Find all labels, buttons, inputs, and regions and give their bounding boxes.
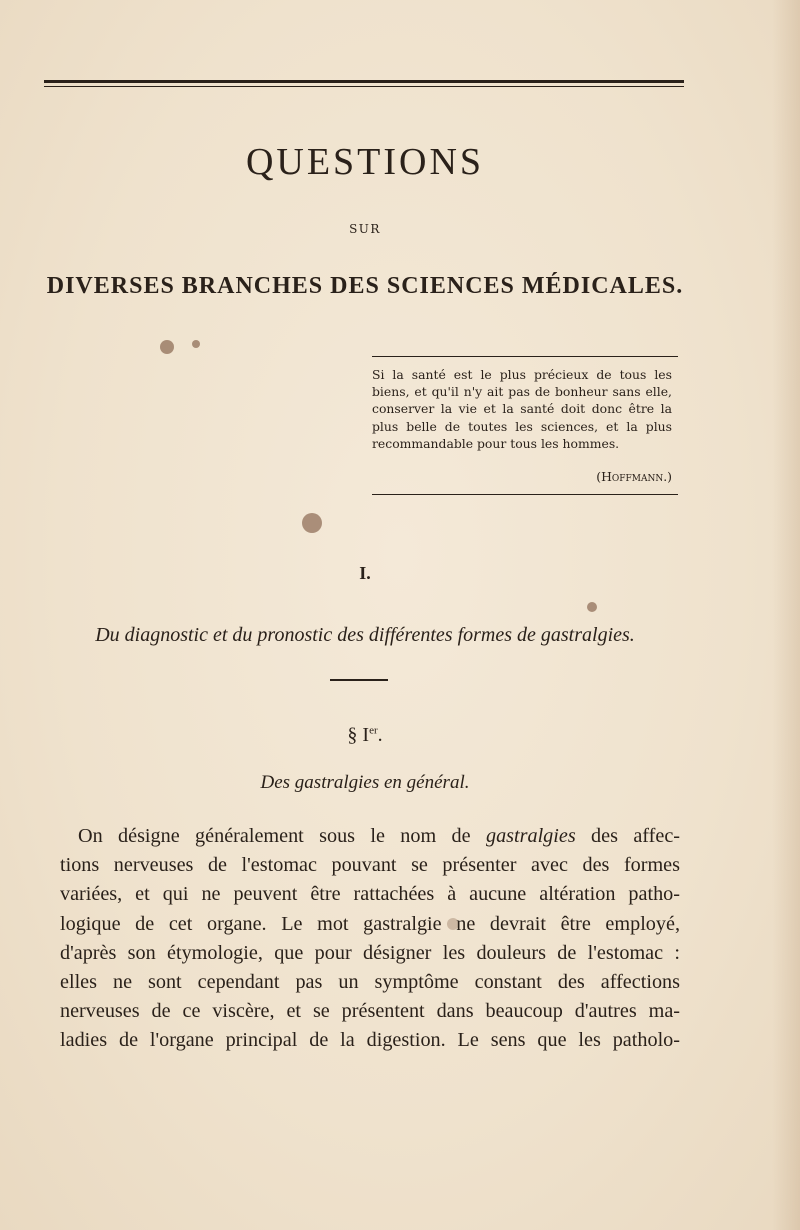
title-connector: SUR	[349, 222, 381, 236]
foxing-stain	[192, 340, 200, 348]
body-line	[60, 822, 680, 851]
body-line: nerveuses de ce viscère, et se présentent dans beaucoup d'autres ma-	[60, 1000, 680, 1023]
body-line: elles ne sont cependant pas un symptôme constant des affections	[60, 971, 680, 994]
foxing-stain	[587, 602, 597, 612]
page-title: QUESTIONS	[245, 141, 485, 183]
attribution-author: Hoffmann.	[601, 469, 668, 484]
header-double-rule	[44, 80, 684, 83]
epigraph-attribution	[372, 469, 672, 484]
attribution-close: )	[667, 469, 672, 484]
epigraph	[372, 366, 672, 452]
paragraph-mark-text: § I	[347, 724, 370, 746]
header-double-rule-thin	[44, 86, 684, 87]
epigraph-bottom-rule	[372, 494, 678, 495]
page-subtitle: DIVERSES BRANCHES DES SCIENCES MÉDICALES.	[46, 273, 684, 299]
body-line-text: On désigne généralement sous le nom de	[78, 825, 486, 847]
body-line-term: gastralgies	[485, 825, 576, 847]
paragraph-mark-end: .	[377, 724, 383, 746]
section-title: Du diagnostic et du pronostic des différentes formes de gastralgies.	[95, 624, 635, 646]
body-line: tions nerveuses de l'estomac pouvant se présenter avec des formes	[60, 854, 680, 877]
foxing-stain	[160, 340, 174, 354]
attribution-open: (	[596, 469, 602, 484]
paragraph-mark	[0, 724, 730, 747]
body-line: variées, et qui ne peuvent être rattachées à aucune altération patho-	[60, 883, 680, 906]
page-edge-shadow	[772, 0, 800, 1230]
body-line-text: des affec-	[575, 825, 681, 847]
subsection-title: Des gastralgies en général.	[260, 772, 470, 793]
foxing-stain	[302, 513, 322, 533]
epigraph-top-rule	[372, 356, 678, 357]
body-line: ladies de l'organe principal de la digestion. Le sens que les patholo-	[60, 1029, 680, 1052]
section-divider	[330, 679, 388, 681]
epigraph-text: Si la santé est le plus précieux de tous les biens, et qu'il n'y ait pas de bonheur sans elle, conserver la vie et la santé doit donc être la plus belle de toutes les sciences, et la plus recommandable pour tous les hommes.	[372, 367, 672, 451]
paragraph-mark-sup: er	[369, 724, 378, 737]
section-numeral: I.	[359, 563, 371, 583]
body-paragraph	[60, 822, 680, 1056]
body-line: logique de cet organe. Le mot gastralgie ne devrait être employé,	[60, 912, 680, 935]
body-line: d'après son étymologie, que pour désigner les douleurs de l'estomac :	[60, 941, 680, 964]
